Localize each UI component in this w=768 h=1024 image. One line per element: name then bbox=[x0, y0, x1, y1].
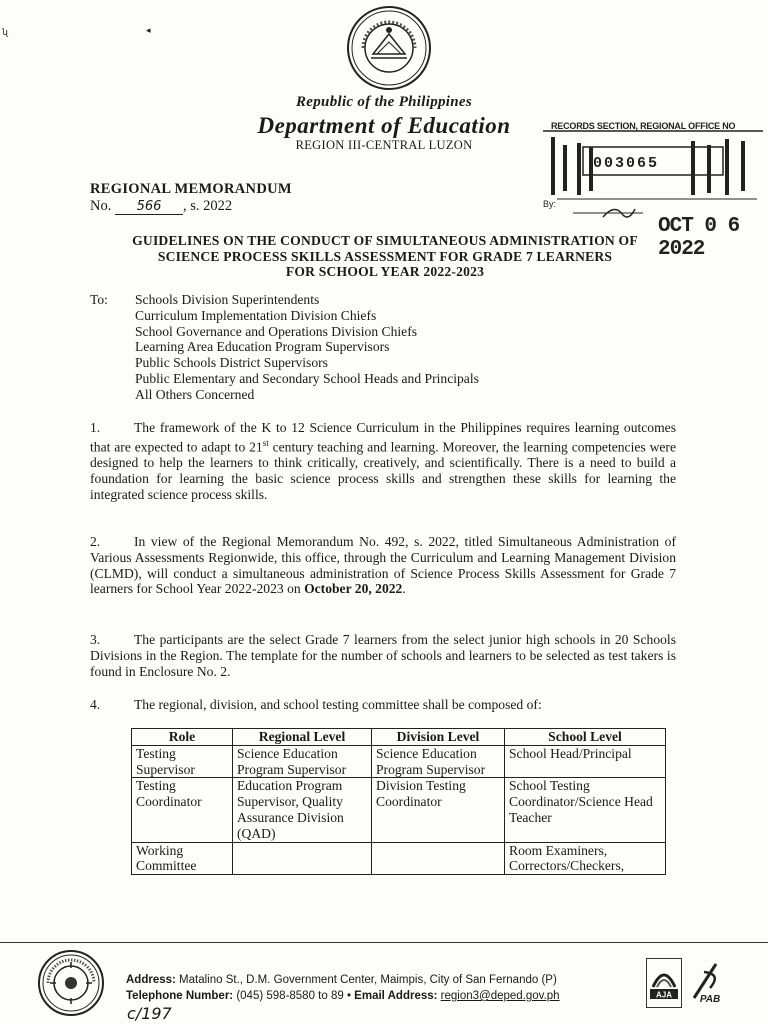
recipient: All Others Concerned bbox=[135, 386, 255, 402]
email-link[interactable]: region3@deped.gov.ph bbox=[440, 990, 560, 1002]
pab-logo bbox=[690, 958, 726, 1008]
table-cell: School Head/Principal bbox=[505, 745, 666, 778]
memo-number bbox=[90, 198, 232, 215]
paragraph-number: 2. bbox=[90, 534, 101, 549]
table-cell: Science Education Program Supervisor bbox=[233, 745, 372, 778]
table-cell: Working Committee bbox=[132, 842, 233, 875]
title-line: GUIDELINES ON THE CONDUCT OF SIMULTANEOUS ADMINISTRATION OF bbox=[132, 233, 638, 248]
paragraph-text: The regional, division, and school testing committee shall be composed of: bbox=[134, 697, 542, 712]
address-line bbox=[126, 972, 560, 988]
committee-table bbox=[131, 728, 666, 875]
memo-no-suffix: , s. 2022 bbox=[182, 198, 233, 214]
department-name: Department of Education bbox=[257, 113, 511, 138]
region-line: REGION III-CENTRAL LUZON bbox=[295, 138, 473, 152]
recipient: Curriculum Implementation Division Chiefs bbox=[135, 307, 377, 323]
title-line: SCIENCE PROCESS SKILLS ASSESSMENT FOR GRADE 7 LEARNERS bbox=[157, 248, 613, 264]
phone-label: Telephone Number: bbox=[126, 990, 234, 1002]
paragraph-number: 1. bbox=[90, 420, 101, 435]
superscript: st bbox=[262, 437, 269, 448]
table-row bbox=[132, 778, 666, 842]
col-header-division: Division Level bbox=[372, 729, 505, 746]
phone-text: (045) 598-8580 to 89 • bbox=[233, 990, 355, 1002]
stamp-number: 003065 bbox=[593, 155, 660, 172]
paragraph-2 bbox=[90, 534, 676, 597]
stamp-date: OCT 0 6 2022 bbox=[658, 215, 740, 261]
table-header-row bbox=[132, 729, 666, 746]
memo-no-value: 566 bbox=[115, 199, 183, 215]
col-header-regional: Regional Level bbox=[233, 729, 372, 746]
paragraph-1 bbox=[90, 420, 676, 503]
memo-label: REGIONAL MEMORANDUM bbox=[90, 181, 292, 197]
table-row bbox=[132, 842, 666, 875]
table-row bbox=[132, 745, 666, 778]
republic-seal bbox=[38, 950, 104, 1016]
paragraph-text: In view of the Regional Memorandum No. 492, s. 2022, titled Simultaneous Administration of Various Assessments Regionwide, this office, through the Curriculum and Learning Management Division (CLMD), will conduct a simultaneous administration of Science Process Skills Assessment for Grade 7 learners for School Year 2022-2023 on bbox=[90, 534, 676, 597]
paragraph-number: 4. bbox=[90, 697, 101, 712]
received-stamp bbox=[543, 117, 768, 261]
aja-logo bbox=[646, 958, 682, 1008]
paragraph-text: The framework of the K to 12 Science Curriculum in the Philippines requires learning outcomes that are expected to adapt to 21 bbox=[90, 420, 676, 455]
table-cell: Testing Supervisor bbox=[132, 745, 233, 778]
recipient: Learning Area Education Program Supervisors bbox=[135, 339, 390, 355]
paragraph-3 bbox=[90, 632, 676, 679]
recipient: Public Schools District Supervisors bbox=[135, 355, 328, 371]
scan-mark: ◂ bbox=[146, 26, 151, 36]
memo-no-prefix: No. bbox=[90, 198, 112, 214]
paragraph-text: The participants are the select Grade 7 learners from the select junior high schools in 20 Schools Divisions in the Region. The template for the number of schools and learners to be selected as test takers is found in Enclosure No. 2. bbox=[90, 632, 676, 679]
recipient: Public Elementary and Secondary School Heads and Principals bbox=[135, 370, 479, 386]
handwritten-note: c/197 bbox=[127, 1004, 172, 1023]
col-header-school: School Level bbox=[505, 729, 666, 746]
to-label: To: bbox=[90, 292, 108, 307]
table-cell: School Testing Coordinator/Science Head Teacher bbox=[505, 778, 666, 842]
event-date: October 20, 2022 bbox=[304, 581, 403, 597]
col-header-role: Role bbox=[132, 729, 233, 746]
paragraph-text: . bbox=[402, 581, 406, 597]
table-cell bbox=[372, 842, 505, 875]
table-cell: Testing Coordinator bbox=[132, 778, 233, 842]
title-line: FOR SCHOOL YEAR 2022-2023 bbox=[285, 264, 485, 279]
contact-block bbox=[126, 972, 560, 1004]
table-cell: Science Education Program Supervisor bbox=[372, 745, 505, 778]
table-cell: Division Testing Coordinator bbox=[372, 778, 505, 842]
recipient: Schools Division Superintendents bbox=[135, 292, 320, 307]
table-cell bbox=[233, 842, 372, 875]
recipient-list bbox=[135, 292, 479, 403]
paragraph-number: 3. bbox=[90, 632, 101, 647]
email-label: Email Address: bbox=[354, 990, 438, 1002]
recipient: School Governance and Operations Division Chiefs bbox=[135, 323, 418, 339]
paragraph-4 bbox=[90, 697, 676, 713]
aja-logo-text: AJA bbox=[655, 990, 673, 1000]
stamp-section: RECORDS SECTION, REGIONAL OFFICE NO bbox=[551, 121, 736, 131]
contact-line bbox=[126, 988, 560, 1004]
paragraph-text: century teaching and learning. Moreover, the learning competencies were designed to help the learners to think critically, creatively, and scientifically. There is a need to build a foundation for learning the basic science process skills and strengthen these skills for learning the integrated science process skills. bbox=[90, 439, 676, 502]
table-cell: Education Program Supervisor, Quality Assurance Division (QAD) bbox=[233, 778, 372, 842]
footer-divider bbox=[0, 942, 768, 943]
memo-title bbox=[80, 233, 690, 280]
deped-seal bbox=[347, 6, 431, 90]
table-cell: Room Examiners, Correctors/Checkers, bbox=[505, 842, 666, 875]
republic-line: Republic of the Philippines bbox=[295, 94, 473, 110]
scan-mark: ʯ bbox=[2, 28, 8, 38]
stamp-by-label: By: bbox=[543, 199, 557, 209]
address-text: Matalino St., D.M. Government Center, Maimpis, City of San Fernando (P) bbox=[175, 974, 557, 986]
pab-logo-text: PAB bbox=[699, 994, 721, 1005]
address-label: Address: bbox=[126, 974, 176, 986]
